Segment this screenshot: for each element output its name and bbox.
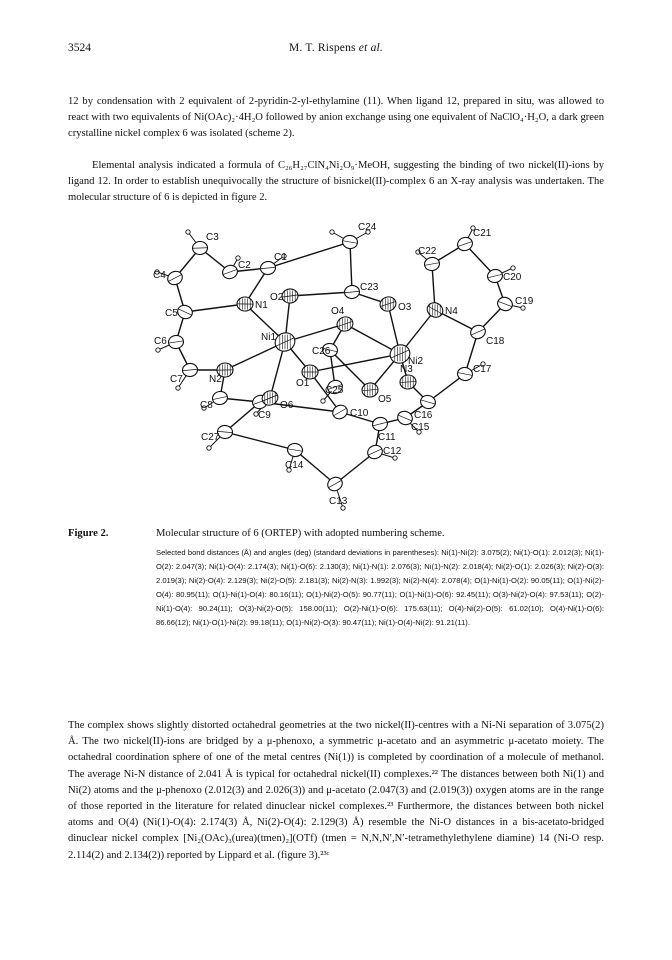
- atom-label-c22: C22: [418, 246, 437, 257]
- hydrogen-atom-C20-15: [511, 266, 515, 270]
- atom-label-c9: C9: [258, 410, 271, 421]
- hydrogen-atom-C6-4: [156, 348, 160, 352]
- atom-label-n3: N3: [400, 364, 413, 375]
- bond-C5-N1: [185, 304, 245, 312]
- ortep-structure-figure: [130, 222, 550, 518]
- atom-label-c15: C15: [411, 422, 430, 433]
- atom-label-o4: O4: [331, 306, 345, 317]
- atom-label-o2: O2: [270, 292, 284, 303]
- atom-label-n2: N2: [209, 374, 222, 385]
- atom-label-o3: O3: [398, 302, 412, 313]
- atom-label-c7: C7: [170, 374, 183, 385]
- paragraph-elemental-analysis: Elemental analysis indicated a formula of C₂₆H₂₇ClN₄Ni₂O₉·MeOH, suggesting the binding of two nickel(II)-ions by ligand 12. In order to establish unequivocally the structure of bisnickel(II)-complex 6 an X-ray analysis was undertaken. The molecular structure of 6 is depicted in figure 2.: [68, 160, 604, 204]
- running-header: [68, 42, 604, 58]
- bond-O2-C23: [290, 292, 352, 296]
- figure-label: Figure 2.: [68, 528, 109, 539]
- atom-label-c1: C1: [274, 252, 287, 263]
- atom-label-ni2: Ni2: [408, 356, 424, 367]
- atom-label-c5: C5: [165, 308, 178, 319]
- atom-label-c11: C11: [378, 432, 396, 443]
- atom-label-c21: C21: [473, 228, 492, 239]
- atom-label-n4: N4: [445, 306, 458, 317]
- atom-label-c25: C25: [325, 385, 344, 396]
- figure-title: Molecular structure of 6 (ORTEP) with adopted numbering scheme.: [156, 528, 445, 539]
- running-authors: M. T. Rispens: [289, 42, 356, 54]
- hydrogen-atom-C24-11: [330, 230, 334, 234]
- atom-label-c20: C20: [503, 272, 522, 283]
- atom-label-c13: C13: [329, 496, 348, 507]
- paragraph-discussion: The complex shows slightly distorted octahedral geometries at the two nickel(II)-centres with a Ni-Ni separation of 3.075(2) Å. The two nickel(II)-ions are bridged by a μ-phenoxo, a symmetric μ-acetato and an asymmetric μ-acetato moiety. The octahedral coordination sphere of one of the metal centres (Ni(1)) is completed by coordination of a molecule of methanol. The average Ni-N distance of 2.041 Å is typical for octahedral nickel(II) complexes.²² The distances between both Ni(1) and Ni(2) atoms and the μ-phenoxo (2.012(3) and 2.026(3)) and μ-acetato (2.047(3) and (2.019(3)) oxygen atoms are in the range of those reported in the literature for related dinuclear nickel complexes.²³ Furthermore, the distances between both nickel atoms and O(4) (Ni(1)-O(4): 2.174(3) Å, Ni(2)-O(4): 2.129(3) Å) resemble the Ni-O distances in a bis-acetato-bridged dinuclear nickel complex [Ni₂(OAc)₃(urea)(tmen)₂](OTf) (tmen = N,N,N′,N′-tetramethylethylene diamine) 14 (Ni-O resp. 2.114(2) and 2.134(2)) reported by Lippard et al. (figure 3).²³ᶜ: [68, 720, 604, 861]
- atom-label-c19: C19: [515, 296, 534, 307]
- atom-label-o1: O1: [296, 378, 310, 389]
- page-number: 3524: [68, 42, 91, 54]
- atom-label-c3: C3: [206, 232, 219, 243]
- atom-label-c2: C2: [238, 260, 251, 271]
- atom-label-ni1: Ni1: [261, 332, 277, 343]
- atom-label-c24: C24: [358, 222, 377, 233]
- atom-label-c10: C10: [350, 408, 369, 419]
- bond-C23-C24: [350, 242, 352, 292]
- atom-label-c4: C4: [153, 270, 166, 281]
- figure-bond-details: Selected bond distances (Å) and angles (deg) (standard deviations in parentheses): Ni(1)-Ni(2): 3.075(2); Ni(1)-O(1): 2.012(3); Ni(1)-O(2): 2.047(3); Ni(1)-O(4): 2.174(3); Ni(1)-O(6): 2.130(3); Ni(1)-N(1): 2.076(3); Ni(1)-N(2): 2.018(4); Ni(2)-O(1): 2.026(3); Ni(2)-O(3): 2.019(3); Ni(2)-O(4): 2.129(3); Ni(2)-O(5): 2.181(3); Ni(2)-N(3): 1.992(3); Ni(2)-N(4): 2.078(4); O(1)-Ni(1)-O(2): 90.05(11); O(1)-Ni(2)-O(4): 80.95(11); O(1)-Ni(1)-O(4): 80.16(11); O(1)-Ni(2)-O(5): 90.77(11); O(1)-Ni(1)-O(6): 92.45(11); O(3)-Ni(2)-O(4): 97.53(11); O(2)-Ni(1)-O(4): 90.24(11); O(3)-Ni(2)-O(5): 158.00(11); O(2)-Ni(1)-O(6): 175.63(11); O(4)-Ni(2)-O(5): 61.02(10); O(4)-Ni(1)-O(6): 86.66(12); Ni(1)-O(1)-Ni(2): 99.18(11); O(1)-Ni(2)-O(3): 90.47(11); Ni(1)-O(4)-Ni(2): 91.21(11).: [156, 548, 604, 627]
- running-et-al: et al.: [358, 42, 383, 54]
- atom-label-c6: C6: [154, 336, 167, 347]
- running-title: [68, 42, 604, 54]
- ortep-diagram: [130, 222, 550, 518]
- atom-label-c8: C8: [200, 400, 213, 411]
- atom-label-o5: O5: [378, 394, 392, 405]
- hydrogen-atom-C3-0: [186, 230, 190, 234]
- atom-label-c14: C14: [285, 460, 304, 471]
- atom-label-o6: O6: [280, 400, 294, 411]
- atom-label-c18: C18: [486, 336, 505, 347]
- atom-label-c12: C12: [383, 446, 402, 457]
- atom-label-n1: N1: [255, 300, 268, 311]
- atom-label-c26: C26: [312, 346, 331, 357]
- atom-label-c17: C17: [473, 364, 492, 375]
- paragraph-synthesis: 12 by condensation with 2 equivalent of 2-pyridin-2-yl-ethylamine (11). When ligand 12, prepared in situ, was allowed to react with two equivalents of Ni(OAc)₂·4H₂O followed by anion exchange using one equivalent of NaClO₄·H₂O, a dark green crystalline nickel complex 6 was isolated (scheme 2).: [68, 96, 604, 140]
- atom-label-c23: C23: [360, 282, 379, 293]
- atom-label-c27: C27: [201, 432, 220, 443]
- hydrogen-atom-C7-5: [176, 386, 180, 390]
- atom-label-c16: C16: [414, 410, 433, 421]
- hydrogen-atom-C25-19: [321, 399, 325, 403]
- bond-C27-C14: [225, 432, 295, 450]
- hydrogen-atom-C27-7: [207, 446, 211, 450]
